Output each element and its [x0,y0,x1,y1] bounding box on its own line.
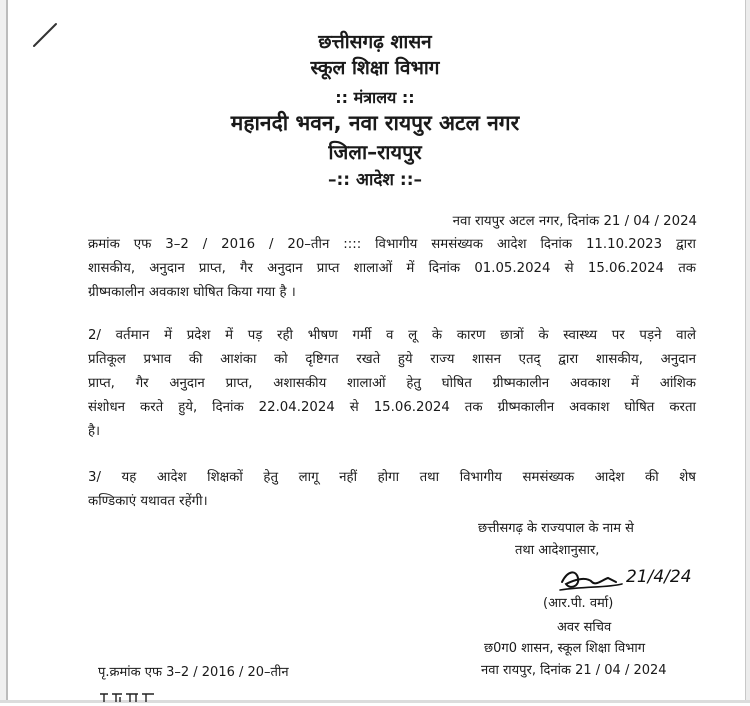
building-address: महानदी भवन, नवा रायपुर अटल नगर [230,111,520,135]
paragraph-3-line: 3/ यह आदेश शिक्षकों हेतु लागू नहीं होगा तथा विभागीय समसंख्यक आदेश की शेष [88,470,696,485]
officer-designation: अवर सचिव [557,620,612,635]
order-date-line: नवा रायपुर अटल नगर, दिनांक 21 / 04 / 2024 [452,214,697,229]
order-heading: –:: आदेश ::– [328,170,422,190]
paragraph-3 [88,466,696,514]
handwritten-date: 21/4/24 [626,567,692,587]
endorsement-number: पृ.क्रमांक एफ 3–2 / 2016 / 20–तीन [98,665,289,680]
paragraph-1-line: क्रमांक एफ 3–2 / 2016 / 20–तीन :::: विभागीय समसंख्यक आदेश दिनांक 11.10.2023 द्वारा [88,237,696,252]
paragraph-2-line: प्रतिकूल प्रभाव की आशंका को दृष्टिगत रखते हुये राज्य शासन एतद् द्वारा शासकीय, अनुदान [88,352,696,367]
governor-authority-line: छत्तीसगढ़ के राज्यपाल के नाम से [478,521,634,536]
cut-off-text-fragment [98,688,168,706]
district-label: जिला–रायपुर [328,140,422,164]
paragraph-3-line: कण्डिकाएं यथावत रहेंगी। [88,494,208,509]
department-title: स्कूल शिक्षा विभाग [310,57,440,79]
govt-title: छत्तीसगढ़ शासन [318,31,432,53]
ministry-label: :: मंत्रालय :: [335,88,415,107]
paragraph-2-line: संशोधन करते हुये, दिनांक 22.04.2024 से 15.06.2024 तक ग्रीष्मकालीन अवकाश घोषित करता [88,400,696,415]
paragraph-2 [88,324,696,444]
paragraph-1-line: ग्रीष्मकालीन अवकाश घोषित किया गया है । [88,285,296,300]
paragraph-2-line: 2/ वर्तमान में प्रदेश में पड़ रही भीषण गर्मी व लू के कारण छात्रों के स्वास्थ्य पर पड़ने वाले [88,328,696,343]
paragraph-2-line: है। [88,424,101,439]
officer-name: (आर.पी. वर्मा) [543,596,614,611]
paragraph-1 [88,233,696,305]
officer-department: छ0ग0 शासन, स्कूल शिक्षा विभाग [484,641,646,656]
by-order-line: तथा आदेशानुसार, [515,543,600,558]
paragraph-2-line: प्राप्त, गैर अनुदान प्राप्त, अशासकीय शालाओं हेतु घोषित ग्रीष्मकालीन अवकाश में आंशिक [88,376,696,391]
paragraph-1-line: शासकीय, अनुदान प्राप्त, गैर अनुदान प्राप्त शालाओं में दिनांक 01.05.2024 से 15.06.2024 तक [88,261,696,276]
signature-place-date: नवा रायपुर, दिनांक 21 / 04 / 2024 [481,663,667,678]
